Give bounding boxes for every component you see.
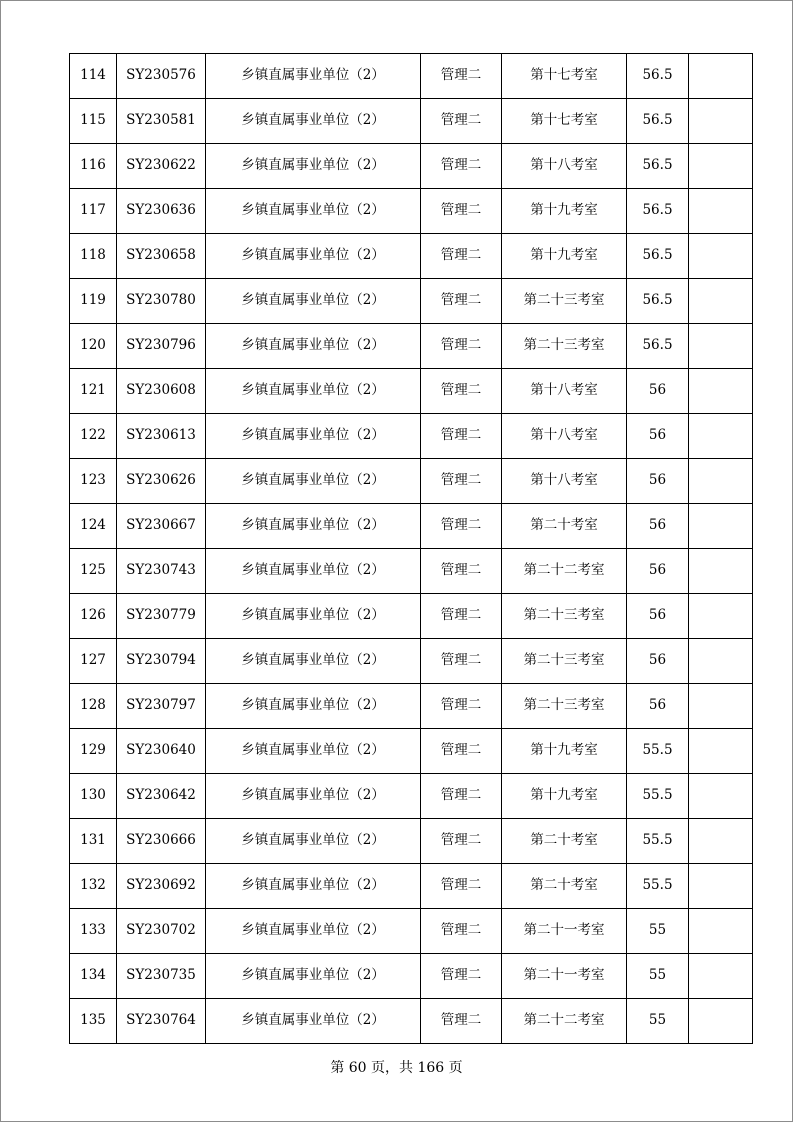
- unit-name-cell: 乡镇直属事业单位（2）: [206, 909, 421, 954]
- score-cell: 56: [627, 369, 689, 414]
- row-number-cell: 126: [70, 594, 117, 639]
- remark-cell: [689, 369, 753, 414]
- candidate-id-cell: SY230794: [117, 639, 206, 684]
- candidate-id-cell: SY230636: [117, 189, 206, 234]
- score-cell: 56: [627, 639, 689, 684]
- table-row: [70, 549, 753, 594]
- score-cell: 55.5: [627, 819, 689, 864]
- exam-room-cell: 第二十考室: [502, 864, 627, 909]
- exam-room-cell: 第十七考室: [502, 99, 627, 144]
- remark-cell: [689, 414, 753, 459]
- position-cell: 管理二: [421, 729, 502, 774]
- table-row: [70, 504, 753, 549]
- row-number-cell: 124: [70, 504, 117, 549]
- candidate-id-cell: SY230743: [117, 549, 206, 594]
- row-number-cell: 131: [70, 819, 117, 864]
- position-cell: 管理二: [421, 864, 502, 909]
- page-number-footer: 第 60 页，共 166 页: [330, 1060, 463, 1076]
- table-row: [70, 324, 753, 369]
- remark-cell: [689, 459, 753, 504]
- score-cell: 56.5: [627, 234, 689, 279]
- remark-cell: [689, 549, 753, 594]
- position-cell: 管理二: [421, 684, 502, 729]
- candidate-id-cell: SY230667: [117, 504, 206, 549]
- unit-name-cell: 乡镇直属事业单位（2）: [206, 54, 421, 99]
- remark-cell: [689, 144, 753, 189]
- position-cell: 管理二: [421, 54, 502, 99]
- candidate-id-cell: SY230702: [117, 909, 206, 954]
- table-row: [70, 999, 753, 1044]
- table-row: [70, 144, 753, 189]
- exam-room-cell: 第二十考室: [502, 819, 627, 864]
- candidate-id-cell: SY230780: [117, 279, 206, 324]
- position-cell: 管理二: [421, 504, 502, 549]
- row-number-cell: 130: [70, 774, 117, 819]
- score-cell: 55.5: [627, 864, 689, 909]
- unit-name-cell: 乡镇直属事业单位（2）: [206, 999, 421, 1044]
- table-row: [70, 684, 753, 729]
- score-cell: 56.5: [627, 99, 689, 144]
- table-row: [70, 414, 753, 459]
- table-row: [70, 774, 753, 819]
- row-number-cell: 119: [70, 279, 117, 324]
- position-cell: 管理二: [421, 909, 502, 954]
- position-cell: 管理二: [421, 279, 502, 324]
- row-number-cell: 120: [70, 324, 117, 369]
- score-cell: 56: [627, 459, 689, 504]
- candidate-id-cell: SY230666: [117, 819, 206, 864]
- results-table-body: [70, 54, 753, 1044]
- table-row: [70, 99, 753, 144]
- unit-name-cell: 乡镇直属事业单位（2）: [206, 99, 421, 144]
- position-cell: 管理二: [421, 324, 502, 369]
- score-cell: 55: [627, 954, 689, 999]
- candidate-id-cell: SY230642: [117, 774, 206, 819]
- unit-name-cell: 乡镇直属事业单位（2）: [206, 774, 421, 819]
- unit-name-cell: 乡镇直属事业单位（2）: [206, 369, 421, 414]
- exam-room-cell: 第二十考室: [502, 504, 627, 549]
- row-number-cell: 128: [70, 684, 117, 729]
- unit-name-cell: 乡镇直属事业单位（2）: [206, 594, 421, 639]
- exam-room-cell: 第十七考室: [502, 54, 627, 99]
- candidate-id-cell: SY230658: [117, 234, 206, 279]
- table-row: [70, 459, 753, 504]
- remark-cell: [689, 864, 753, 909]
- unit-name-cell: 乡镇直属事业单位（2）: [206, 819, 421, 864]
- table-row: [70, 954, 753, 999]
- candidate-id-cell: SY230622: [117, 144, 206, 189]
- unit-name-cell: 乡镇直属事业单位（2）: [206, 459, 421, 504]
- remark-cell: [689, 999, 753, 1044]
- remark-cell: [689, 774, 753, 819]
- exam-room-cell: 第二十二考室: [502, 999, 627, 1044]
- remark-cell: [689, 504, 753, 549]
- row-number-cell: 122: [70, 414, 117, 459]
- position-cell: 管理二: [421, 774, 502, 819]
- results-table: [69, 53, 753, 1044]
- exam-room-cell: 第十八考室: [502, 414, 627, 459]
- table-row: [70, 819, 753, 864]
- exam-room-cell: 第二十三考室: [502, 324, 627, 369]
- table-row: [70, 54, 753, 99]
- unit-name-cell: 乡镇直属事业单位（2）: [206, 954, 421, 999]
- score-cell: 56: [627, 549, 689, 594]
- candidate-id-cell: SY230779: [117, 594, 206, 639]
- table-row: [70, 909, 753, 954]
- row-number-cell: 118: [70, 234, 117, 279]
- candidate-id-cell: SY230735: [117, 954, 206, 999]
- exam-room-cell: 第二十三考室: [502, 639, 627, 684]
- remark-cell: [689, 324, 753, 369]
- exam-room-cell: 第十九考室: [502, 729, 627, 774]
- exam-room-cell: 第十九考室: [502, 774, 627, 819]
- position-cell: 管理二: [421, 999, 502, 1044]
- candidate-id-cell: SY230640: [117, 729, 206, 774]
- position-cell: 管理二: [421, 639, 502, 684]
- remark-cell: [689, 909, 753, 954]
- position-cell: 管理二: [421, 954, 502, 999]
- position-cell: 管理二: [421, 99, 502, 144]
- table-row: [70, 234, 753, 279]
- remark-cell: [689, 279, 753, 324]
- score-cell: 56.5: [627, 144, 689, 189]
- row-number-cell: 125: [70, 549, 117, 594]
- exam-room-cell: 第十九考室: [502, 234, 627, 279]
- table-row: [70, 864, 753, 909]
- candidate-id-cell: SY230764: [117, 999, 206, 1044]
- exam-room-cell: 第二十一考室: [502, 909, 627, 954]
- row-number-cell: 129: [70, 729, 117, 774]
- remark-cell: [689, 99, 753, 144]
- candidate-id-cell: SY230626: [117, 459, 206, 504]
- row-number-cell: 116: [70, 144, 117, 189]
- row-number-cell: 117: [70, 189, 117, 234]
- row-number-cell: 134: [70, 954, 117, 999]
- candidate-id-cell: SY230613: [117, 414, 206, 459]
- row-number-cell: 133: [70, 909, 117, 954]
- score-cell: 56.5: [627, 54, 689, 99]
- candidate-id-cell: SY230797: [117, 684, 206, 729]
- unit-name-cell: 乡镇直属事业单位（2）: [206, 504, 421, 549]
- exam-room-cell: 第十八考室: [502, 459, 627, 504]
- candidate-id-cell: SY230581: [117, 99, 206, 144]
- remark-cell: [689, 234, 753, 279]
- exam-room-cell: 第十八考室: [502, 144, 627, 189]
- exam-room-cell: 第二十三考室: [502, 279, 627, 324]
- row-number-cell: 127: [70, 639, 117, 684]
- exam-room-cell: 第二十三考室: [502, 594, 627, 639]
- unit-name-cell: 乡镇直属事业单位（2）: [206, 729, 421, 774]
- position-cell: 管理二: [421, 369, 502, 414]
- exam-room-cell: 第二十三考室: [502, 684, 627, 729]
- remark-cell: [689, 594, 753, 639]
- position-cell: 管理二: [421, 414, 502, 459]
- candidate-id-cell: SY230692: [117, 864, 206, 909]
- position-cell: 管理二: [421, 144, 502, 189]
- score-cell: 55: [627, 909, 689, 954]
- unit-name-cell: 乡镇直属事业单位（2）: [206, 864, 421, 909]
- remark-cell: [689, 819, 753, 864]
- position-cell: 管理二: [421, 819, 502, 864]
- row-number-cell: 132: [70, 864, 117, 909]
- score-cell: 55.5: [627, 729, 689, 774]
- row-number-cell: 114: [70, 54, 117, 99]
- table-row: [70, 369, 753, 414]
- position-cell: 管理二: [421, 594, 502, 639]
- unit-name-cell: 乡镇直属事业单位（2）: [206, 414, 421, 459]
- row-number-cell: 135: [70, 999, 117, 1044]
- table-row: [70, 189, 753, 234]
- row-number-cell: 115: [70, 99, 117, 144]
- score-cell: 56: [627, 414, 689, 459]
- score-cell: 56.5: [627, 189, 689, 234]
- exam-room-cell: 第十九考室: [502, 189, 627, 234]
- exam-room-cell: 第十八考室: [502, 369, 627, 414]
- remark-cell: [689, 729, 753, 774]
- position-cell: 管理二: [421, 459, 502, 504]
- position-cell: 管理二: [421, 234, 502, 279]
- table-row: [70, 594, 753, 639]
- score-cell: 56: [627, 504, 689, 549]
- score-cell: 56.5: [627, 279, 689, 324]
- unit-name-cell: 乡镇直属事业单位（2）: [206, 684, 421, 729]
- remark-cell: [689, 639, 753, 684]
- remark-cell: [689, 684, 753, 729]
- unit-name-cell: 乡镇直属事业单位（2）: [206, 639, 421, 684]
- row-number-cell: 123: [70, 459, 117, 504]
- remark-cell: [689, 54, 753, 99]
- unit-name-cell: 乡镇直属事业单位（2）: [206, 549, 421, 594]
- exam-room-cell: 第二十二考室: [502, 549, 627, 594]
- candidate-id-cell: SY230608: [117, 369, 206, 414]
- candidate-id-cell: SY230796: [117, 324, 206, 369]
- score-cell: 56.5: [627, 324, 689, 369]
- row-number-cell: 121: [70, 369, 117, 414]
- unit-name-cell: 乡镇直属事业单位（2）: [206, 279, 421, 324]
- score-cell: 55: [627, 999, 689, 1044]
- position-cell: 管理二: [421, 549, 502, 594]
- unit-name-cell: 乡镇直属事业单位（2）: [206, 234, 421, 279]
- position-cell: 管理二: [421, 189, 502, 234]
- exam-room-cell: 第二十一考室: [502, 954, 627, 999]
- table-row: [70, 729, 753, 774]
- candidate-id-cell: SY230576: [117, 54, 206, 99]
- remark-cell: [689, 954, 753, 999]
- score-cell: 56: [627, 594, 689, 639]
- unit-name-cell: 乡镇直属事业单位（2）: [206, 324, 421, 369]
- unit-name-cell: 乡镇直属事业单位（2）: [206, 144, 421, 189]
- table-row: [70, 279, 753, 324]
- unit-name-cell: 乡镇直属事业单位（2）: [206, 189, 421, 234]
- remark-cell: [689, 189, 753, 234]
- table-row: [70, 639, 753, 684]
- score-cell: 56: [627, 684, 689, 729]
- score-cell: 55.5: [627, 774, 689, 819]
